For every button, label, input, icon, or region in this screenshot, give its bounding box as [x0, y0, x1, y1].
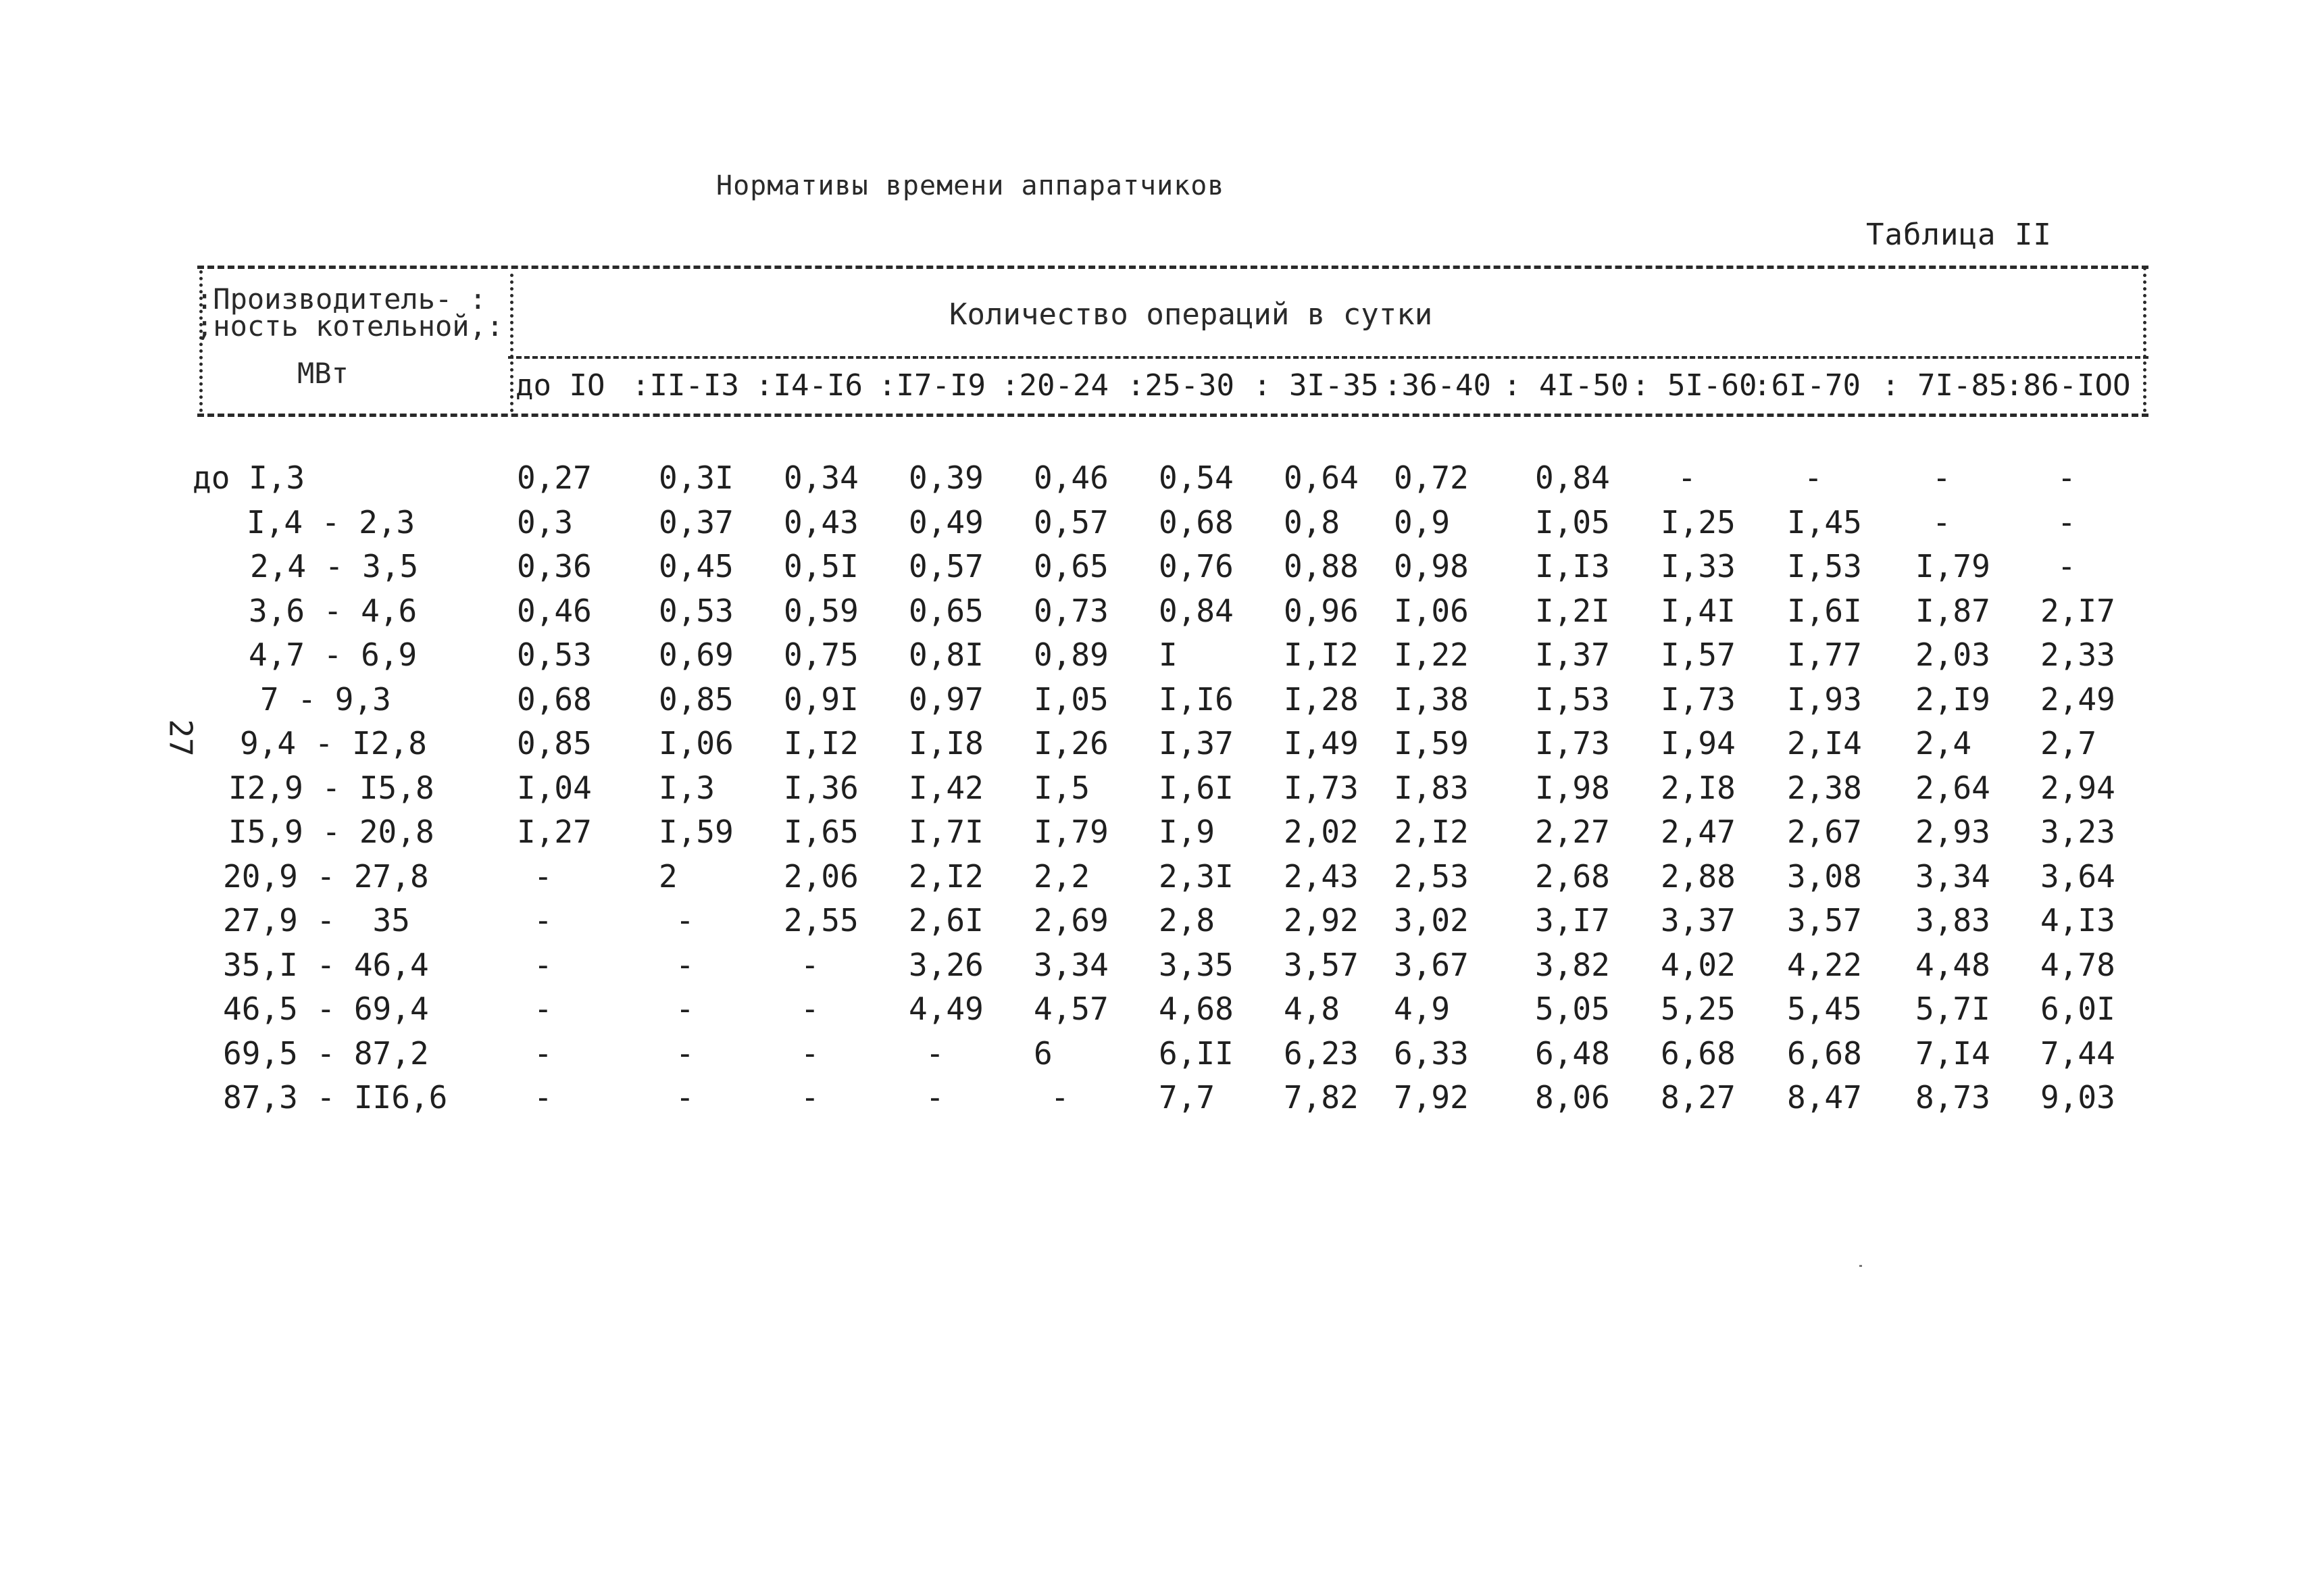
- table-cell: 2,2: [1034, 857, 1090, 895]
- row-label: 7 - 9,3: [260, 680, 391, 718]
- table-cell: 3,57: [1787, 902, 1862, 939]
- column-header: :I7-I9: [878, 368, 986, 403]
- table-cell: 0,37: [659, 503, 734, 541]
- table-cell: 2,I9: [1915, 680, 1990, 718]
- table-cell: 0,85: [659, 680, 734, 718]
- table-cell: I,37: [1535, 637, 1610, 673]
- table-cell: -: [676, 902, 695, 939]
- stub-header-line-2: ;ность котельной,:: [196, 309, 504, 343]
- table-cell: 0,68: [1159, 503, 1234, 541]
- column-header: : 5I-60: [1632, 368, 1757, 403]
- table-cell: 7,92: [1394, 1079, 1469, 1116]
- table-cell: I,38: [1394, 680, 1469, 718]
- table-cell: -: [926, 1079, 945, 1116]
- table-cell: 3,57: [1284, 946, 1359, 983]
- table-cell: 0,96: [1284, 592, 1359, 629]
- table-cell: 4,02: [1661, 946, 1736, 983]
- table-cell: 6,II: [1159, 1034, 1234, 1072]
- table-cell: 0,8: [1284, 503, 1340, 541]
- table-cell: 2: [659, 857, 678, 895]
- table-cell: 0,57: [909, 548, 984, 584]
- table-cell: 2,68: [1535, 857, 1610, 895]
- table-cell: 6: [1034, 1034, 1053, 1072]
- table-cell: 6,23: [1284, 1034, 1359, 1072]
- table-cell: 2,06: [784, 857, 859, 895]
- table-cell: I,93: [1787, 680, 1862, 718]
- table-cell: I,26: [1034, 725, 1109, 762]
- table-cell: 2,43: [1284, 857, 1359, 895]
- table-cell: 3,37: [1661, 902, 1736, 939]
- table-cell: 3,02: [1394, 902, 1469, 939]
- table-cell: 3,82: [1535, 946, 1610, 983]
- table-cell: I,83: [1394, 769, 1469, 806]
- row-label: 4,7 - 6,9: [249, 637, 418, 673]
- table-cell: 0,49: [909, 503, 984, 541]
- table-cell: -: [534, 946, 553, 983]
- table-cell: -: [926, 1034, 945, 1072]
- table-cell: -: [676, 991, 695, 1027]
- table-cell: 0,98: [1394, 548, 1469, 584]
- table-cell: -: [534, 1079, 553, 1116]
- column-header: :6I-70: [1753, 368, 1861, 403]
- table-cell: 8,47: [1787, 1079, 1862, 1116]
- table-cell: 0,9I: [784, 680, 859, 718]
- table-cell: 3,67: [1394, 946, 1469, 983]
- table-cell: I,I8: [909, 725, 984, 762]
- document-title: Нормативы времени аппаратчиков: [716, 170, 1225, 201]
- table-cell: I,59: [659, 814, 734, 850]
- table-header-bottom-rule: [197, 414, 2148, 417]
- table-cell: -: [534, 902, 553, 939]
- table-cell: I,49: [1284, 725, 1359, 762]
- table-cell: I,04: [517, 769, 592, 806]
- column-header: :20-24: [1001, 368, 1109, 403]
- table-cell: I,25: [1661, 503, 1736, 541]
- table-cell: 2,I4: [1787, 725, 1862, 762]
- table-cell: 2,I8: [1661, 769, 1736, 806]
- table-cell: -: [1932, 503, 1951, 541]
- scan-speck: [1859, 1265, 1862, 1267]
- table-cell: I,65: [784, 814, 859, 850]
- table-cell: 2,94: [2040, 769, 2115, 806]
- table-cell: 0,53: [517, 637, 592, 673]
- table-cell: -: [676, 1034, 695, 1072]
- table-cell: 0,73: [1034, 592, 1109, 629]
- table-cell: 4,8: [1284, 991, 1340, 1027]
- table-cell: 2,49: [2040, 680, 2115, 718]
- table-cell: -: [2057, 503, 2076, 541]
- table-cell: 8,73: [1915, 1079, 1990, 1116]
- group-header: Количество операций в сутки: [949, 297, 1433, 332]
- row-label: 46,5 - 69,4: [223, 991, 429, 1027]
- table-cell: 2,88: [1661, 857, 1736, 895]
- table-cell: 2,03: [1915, 637, 1990, 673]
- table-cell: I,45: [1787, 503, 1862, 541]
- table-cell: 3,35: [1159, 946, 1234, 983]
- table-cell: -: [801, 1034, 820, 1072]
- table-cell: I,I2: [784, 725, 859, 762]
- table-cell: 5,25: [1661, 991, 1736, 1027]
- table-cell: I,36: [784, 769, 859, 806]
- table-cell: 3,83: [1915, 902, 1990, 939]
- table-cell: 3,08: [1787, 857, 1862, 895]
- table-cell: 9,03: [2040, 1079, 2115, 1116]
- table-cell: 0,68: [517, 680, 592, 718]
- table-cell: 0,88: [1284, 548, 1359, 584]
- table-cell: 0,27: [517, 459, 592, 496]
- table-cell: 6,0I: [2040, 991, 2115, 1027]
- table-cell: I,5: [1034, 769, 1090, 806]
- table-cell: -: [676, 1079, 695, 1116]
- table-cell: 6,48: [1535, 1034, 1610, 1072]
- table-cell: I,77: [1787, 637, 1862, 673]
- table-cell: 0,46: [1034, 459, 1109, 496]
- table-cell: 0,84: [1535, 459, 1610, 496]
- table-cell: 2,4: [1915, 725, 1972, 762]
- table-cell: I,06: [1394, 592, 1469, 629]
- table-cell: 2,02: [1284, 814, 1359, 850]
- table-cell: 2,33: [2040, 637, 2115, 673]
- stub-header-line-1: :Производитель- :: [196, 282, 486, 316]
- column-header-rule: [508, 356, 2148, 359]
- table-cell: 3,34: [1915, 857, 1990, 895]
- table-cell: 3,I7: [1535, 902, 1610, 939]
- table-cell: I,28: [1284, 680, 1359, 718]
- table-cell: I,2I: [1535, 592, 1610, 629]
- table-cell: I,06: [659, 725, 734, 762]
- table-cell: -: [1932, 459, 1951, 496]
- table-cell: 8,06: [1535, 1079, 1610, 1116]
- table-cell: I,9: [1159, 814, 1215, 850]
- row-label: 2,4 - 3,5: [250, 548, 419, 584]
- table-cell: -: [534, 857, 553, 895]
- table-cell: 0,97: [909, 680, 984, 718]
- row-label: I,4 - 2,3: [247, 503, 416, 541]
- row-label: I5,9 - 20,8: [228, 814, 434, 850]
- table-cell: I,4I: [1661, 592, 1736, 629]
- row-label: 20,9 - 27,8: [223, 857, 429, 895]
- table-cell: -: [801, 991, 820, 1027]
- table-cell: 0,65: [909, 592, 984, 629]
- table-cell: 5,05: [1535, 991, 1610, 1027]
- table-cell: 2,67: [1787, 814, 1862, 850]
- table-cell: -: [801, 946, 820, 983]
- table-cell: 0,45: [659, 548, 734, 584]
- table-cell: I,79: [1915, 548, 1990, 584]
- row-label: I2,9 - I5,8: [228, 769, 434, 806]
- table-cell: I,59: [1394, 725, 1469, 762]
- table-cell: 0,34: [784, 459, 859, 496]
- row-label: 27,9 - 35: [223, 902, 410, 939]
- table-cell: -: [534, 1034, 553, 1072]
- table-cell: I,05: [1535, 503, 1610, 541]
- table-cell: -: [534, 991, 553, 1027]
- table-cell: I,42: [909, 769, 984, 806]
- table-cell: I,I2: [1284, 637, 1359, 673]
- table-top-rule: [197, 266, 2148, 269]
- row-label: 35,I - 46,4: [223, 946, 429, 983]
- table-cell: -: [1804, 459, 1823, 496]
- table-cell: 0,84: [1159, 592, 1234, 629]
- table-cell: 3,34: [1034, 946, 1109, 983]
- table-cell: I,53: [1535, 680, 1610, 718]
- table-cell: 4,68: [1159, 991, 1234, 1027]
- table-cell: I,7I: [909, 814, 984, 850]
- table-cell: 2,47: [1661, 814, 1736, 850]
- table-cell: I,37: [1159, 725, 1234, 762]
- table-cell: 0,57: [1034, 503, 1109, 541]
- table-cell: I: [1159, 637, 1178, 673]
- table-cell: I,I3: [1535, 548, 1610, 584]
- table-cell: 0,39: [909, 459, 984, 496]
- table-cell: 2,27: [1535, 814, 1610, 850]
- table-cell: 2,8: [1159, 902, 1215, 939]
- table-cell: 6,68: [1661, 1034, 1736, 1072]
- table-cell: I,6I: [1787, 592, 1862, 629]
- table-cell: 2,7: [2040, 725, 2097, 762]
- table-cell: 4,9: [1394, 991, 1451, 1027]
- table-cell: 3,23: [2040, 814, 2115, 850]
- table-cell: I,57: [1661, 637, 1736, 673]
- row-label: 3,6 - 4,6: [249, 592, 418, 629]
- table-cell: 0,3I: [659, 459, 734, 496]
- table-cell: 2,I2: [909, 857, 984, 895]
- table-cell: 7,82: [1284, 1079, 1359, 1116]
- table-cell: 7,7: [1159, 1079, 1215, 1116]
- row-label: 69,5 - 87,2: [223, 1034, 429, 1072]
- table-cell: 4,78: [2040, 946, 2115, 983]
- table-cell: 4,22: [1787, 946, 1862, 983]
- table-cell: 6,33: [1394, 1034, 1469, 1072]
- table-cell: I,6I: [1159, 769, 1234, 806]
- table-cell: 8,27: [1661, 1079, 1736, 1116]
- page-number: 27: [162, 719, 199, 757]
- table-cell: 7,I4: [1915, 1034, 1990, 1072]
- table-cell: 2,93: [1915, 814, 1990, 850]
- table-cell: 0,53: [659, 592, 734, 629]
- table-cell: 0,76: [1159, 548, 1234, 584]
- table-label: Таблица II: [1866, 218, 2052, 252]
- table-cell: -: [676, 946, 695, 983]
- table-cell: 2,55: [784, 902, 859, 939]
- table-cell: 3,64: [2040, 857, 2115, 895]
- table-cell: 4,I3: [2040, 902, 2115, 939]
- column-header: :36-40: [1384, 368, 1491, 403]
- table-cell: -: [2057, 459, 2076, 496]
- table-cell: I,87: [1915, 592, 1990, 629]
- table-cell: I,73: [1661, 680, 1736, 718]
- table-cell: I,05: [1034, 680, 1109, 718]
- table-cell: 6,68: [1787, 1034, 1862, 1072]
- table-cell: I,73: [1284, 769, 1359, 806]
- table-cell: 0,59: [784, 592, 859, 629]
- table-cell: 0,85: [517, 725, 592, 762]
- table-cell: 5,45: [1787, 991, 1862, 1027]
- table-cell: 0,43: [784, 503, 859, 541]
- row-label: 87,3 - II6,6: [223, 1079, 448, 1116]
- table-cell: I,94: [1661, 725, 1736, 762]
- table-cell: 2,92: [1284, 902, 1359, 939]
- table-cell: 0,75: [784, 637, 859, 673]
- table-cell: -: [2057, 548, 2076, 584]
- table-cell: 0,9: [1394, 503, 1451, 541]
- table-cell: 0,3: [517, 503, 574, 541]
- stub-header-unit: МВт: [297, 357, 349, 390]
- row-label: до I,3: [193, 459, 305, 496]
- column-header: :86-IOO: [2005, 368, 2131, 403]
- table-cell: 0,72: [1394, 459, 1469, 496]
- table-cell: I,27: [517, 814, 592, 850]
- table-cell: 4,57: [1034, 991, 1109, 1027]
- table-cell: 0,69: [659, 637, 734, 673]
- table-right-border: [2143, 267, 2146, 412]
- table-cell: I,33: [1661, 548, 1736, 584]
- table-cell: I,73: [1535, 725, 1610, 762]
- table-cell: -: [1051, 1079, 1070, 1116]
- column-header: :II-I3: [632, 368, 739, 403]
- table-cell: I,3: [659, 769, 715, 806]
- column-header: до IO: [515, 368, 605, 403]
- table-cell: I,98: [1535, 769, 1610, 806]
- table-cell: 0,64: [1284, 459, 1359, 496]
- table-cell: I,I6: [1159, 680, 1234, 718]
- table-cell: I,79: [1034, 814, 1109, 850]
- table-cell: 2,53: [1394, 857, 1469, 895]
- table-cell: 2,3I: [1159, 857, 1234, 895]
- table-cell: -: [1678, 459, 1696, 496]
- table-cell: 7,44: [2040, 1034, 2115, 1072]
- table-cell: 2,64: [1915, 769, 1990, 806]
- table-cell: 3,26: [909, 946, 984, 983]
- table-cell: 0,89: [1034, 637, 1109, 673]
- table-cell: 2,38: [1787, 769, 1862, 806]
- row-label: 9,4 - I2,8: [240, 725, 427, 762]
- table-cell: I,53: [1787, 548, 1862, 584]
- table-cell: 5,7I: [1915, 991, 1990, 1027]
- column-header: : 7I-85: [1882, 368, 2007, 403]
- table-cell: 0,8I: [909, 637, 984, 673]
- column-header: : 3I-35: [1253, 368, 1379, 403]
- table-cell: 0,65: [1034, 548, 1109, 584]
- table-cell: -: [801, 1079, 820, 1116]
- table-cell: I,22: [1394, 637, 1469, 673]
- table-cell: 4,48: [1915, 946, 1990, 983]
- table-cell: 2,I7: [2040, 592, 2115, 629]
- table-cell: 0,5I: [784, 548, 859, 584]
- table-cell: 0,54: [1159, 459, 1234, 496]
- table-cell: 0,46: [517, 592, 592, 629]
- stub-column-separator: [510, 274, 513, 412]
- column-header: : 4I-50: [1503, 368, 1629, 403]
- table-cell: 2,69: [1034, 902, 1109, 939]
- table-cell: 4,49: [909, 991, 984, 1027]
- column-header: :25-30: [1127, 368, 1234, 403]
- column-header: :I4-I6: [755, 368, 863, 403]
- table-cell: 2,I2: [1394, 814, 1469, 850]
- table-cell: 2,6I: [909, 902, 984, 939]
- table-cell: 0,36: [517, 548, 592, 584]
